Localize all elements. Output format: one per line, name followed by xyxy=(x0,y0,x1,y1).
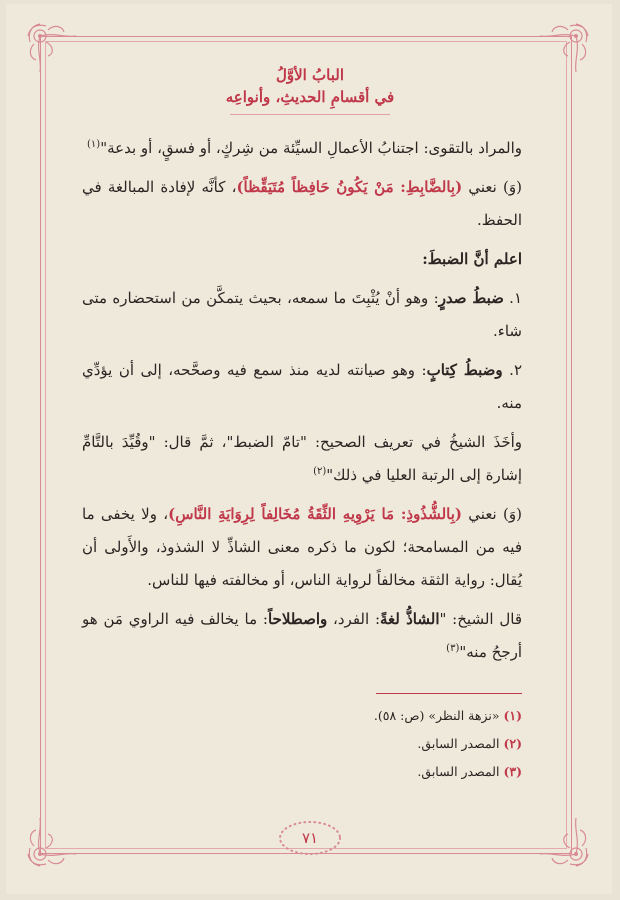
chapter-subtitle: في أقسامِ الحديثِ، وأنواعِه xyxy=(225,88,395,106)
page-number: ٧١ xyxy=(276,818,344,858)
matn-quote: (بِالضَّابِطِ: مَنْ يَكُونُ حَافِظاً مُتَيَقِّظاً) xyxy=(236,178,463,196)
paragraph-dabit: (وَ) نعني (بِالضَّابِطِ: مَنْ يَكُونُ حَافِظاً مُتَيَقِّظاً)، كأنَّه لإفادة المبالغة في الحفظ. xyxy=(82,178,522,229)
paragraph-sahih: وأخَذَ الشيخُ في تعريف الصحيح: "تامّ الضبط"، ثمَّ قال: "وقُيِّدَ بالتَّامِّ إشارة إلى الرتبة العليا في ذلك"$^{(٢)}$ xyxy=(82,433,522,484)
footnotes xyxy=(82,702,522,786)
header-divider xyxy=(230,114,390,115)
paragraph-taqwa: والمراد بالتقوى: اجتنابُ الأعمالِ السيِّئة من شِركٍ، أو فسقٍ، أو بدعة"$^{(١)}$ xyxy=(87,139,522,157)
footnote-ref: (١) xyxy=(87,139,101,150)
floral-corner-icon xyxy=(24,800,94,870)
list-item: ٢. وضبطُ كِتابٍ: وهو صيانته لديه منذ سمع فيه وصحَّحه، إلى أن يؤدِّي منه. xyxy=(82,361,522,412)
footnote-divider xyxy=(376,693,522,694)
paragraph-heading: اعلم أنَّ الضبطَ: xyxy=(422,250,522,268)
chapter-title: البابُ الأوَّلُ xyxy=(275,66,345,84)
main-text xyxy=(82,132,522,675)
footnote-item: (١) «نزهة النظر» (ص: ٥٨). xyxy=(373,708,522,723)
list-item: ١. ضبطُ صدرٍ: وهو أنْ يُثْبِتَ ما سمعه، بحيث يتمكَّن من استحضاره متى شاء. xyxy=(82,289,522,340)
footnote-ref: (٣) xyxy=(446,643,460,654)
footnote-item: (٣) المصدر السابق. xyxy=(417,764,522,779)
matn-quote: (بِالشُّذُوذِ: مَا يَرْوِيهِ الثِّقَةُ مُخَالِفاً لِرِوَايَةِ النَّاسِ) xyxy=(168,505,462,523)
footnote-item: (٢) المصدر السابق. xyxy=(417,736,522,751)
footnote-ref: (٢) xyxy=(313,466,327,477)
floral-corner-icon xyxy=(522,800,592,870)
paragraph-shadh: قال الشيخ: "الشاذُّ لغةً: الفرد، واصطلاحاً: ما يخالف فيه الراوي مَن هو أرجحُ منه"$^{(٣)}$ xyxy=(82,610,522,661)
paragraph-shudhudh: (وَ) نعني (بِالشُّذُوذِ: مَا يَرْوِيهِ الثِّقَةُ مُخَالِفاً لِرِوَايَةِ النَّاسِ)، ولا يخفى ما فيه من المسامحة؛ لكون ما ذكره معنى الشاذِّ لا الشذوذ، والأَولى أن يُقال: رواية الثقة مخالفاً لرواية الناس، أو مخالفته فيها للناس. xyxy=(82,505,522,589)
